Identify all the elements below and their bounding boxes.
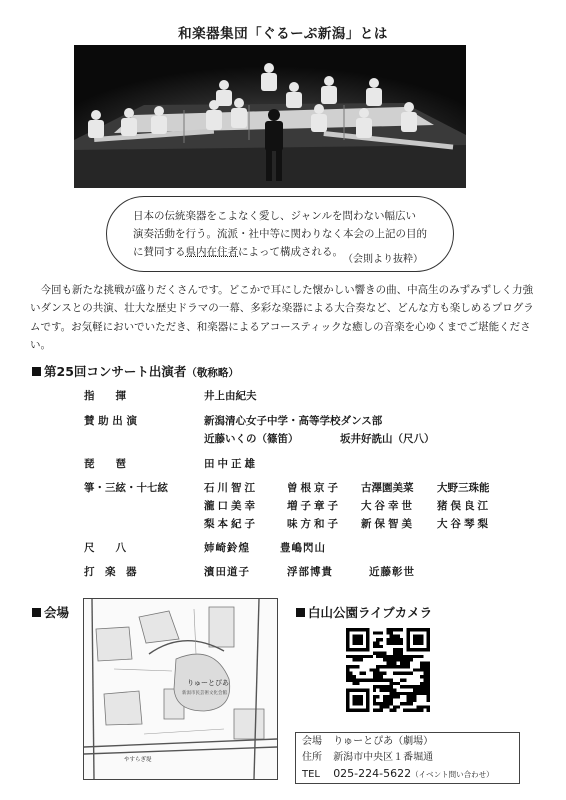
- info-venue-row: [302, 734, 519, 750]
- map-venue-label: りゅーとぴあ: [187, 680, 229, 687]
- quote-underlined: 県内在住者: [185, 246, 238, 258]
- percussion-name: 近藤彰世: [369, 566, 415, 578]
- shakuhachi-name: 姉崎鈴煌: [204, 542, 250, 554]
- qr-code[interactable]: [346, 628, 430, 712]
- square-bullet-icon: [32, 367, 41, 376]
- conductor-name: 井上由紀夫: [204, 390, 257, 402]
- venue-map: [83, 598, 278, 780]
- koto-name: 大野三珠能: [437, 482, 490, 494]
- map-street-label: やすらぎ堤: [124, 757, 152, 763]
- role-percussion: 打 楽 器: [84, 566, 137, 578]
- info-tel: 025-224-5622: [333, 767, 412, 780]
- koto-name: 梨本紀子: [204, 518, 258, 530]
- map-venue-sublabel: 新潟市民芸術文化会館: [182, 690, 227, 695]
- guest-shakuhachi: 坂井好詵山（尺八）: [340, 433, 435, 445]
- info-address-row: [302, 750, 519, 766]
- square-bullet-icon: [296, 608, 305, 617]
- page-title: 和楽器集団「ぐるーぷ新潟」とは: [178, 26, 388, 42]
- camera-heading: 白山公園ライブカメラ: [296, 603, 432, 621]
- intro-paragraph: 今回も新たな挑戦が盛りだくさんです。どこかで耳にした懐かしい響きの曲、中高生のみずみずしく力強いダンスとの共演、壮大な歴史ドラマの一幕、多彩な楽器による大合奏など、どんな方も楽しめるプログラムです。お気軽においでいただき、和楽器によるアコースティックな癒しの音楽を心ゆくまでご堪能ください。: [30, 284, 534, 352]
- shakuhachi-name: 豊嶋閃山: [280, 542, 326, 554]
- koto-name: 猪俣良江: [437, 500, 491, 512]
- role-biwa: 琵 琶: [84, 458, 126, 470]
- quote-line-2: 演奏活動を行う。流派・社中等に関わりなく本会の上記の目的: [133, 228, 427, 240]
- koto-name: 古澤園美菜: [361, 482, 414, 494]
- guest-shinobue: 近藤いくの（篠笛）: [204, 433, 299, 445]
- percussion-name: 浮部博貴: [287, 566, 333, 578]
- koto-name: 新保智美: [361, 518, 415, 530]
- info-tel-label: TEL: [302, 769, 320, 780]
- koto-name: 増子章子: [287, 500, 341, 512]
- info-address-label: 住所: [302, 752, 322, 763]
- role-shakuhachi: 尺 八: [84, 542, 126, 554]
- venue-info-box: [295, 732, 520, 784]
- guest-dance-club: 新潟清心女子中学・高等学校ダンス部: [204, 415, 383, 427]
- percussion-name: 濱田道子: [204, 566, 250, 578]
- role-conductor: 指 揮: [84, 390, 126, 402]
- info-address: 新潟市中央区１番堀通: [333, 752, 434, 763]
- koto-name: 石川智江: [204, 482, 258, 494]
- square-bullet-icon: [32, 608, 41, 617]
- venue-heading: 会場: [32, 603, 69, 621]
- quote-line-1: 日本の伝統楽器をこよなく愛し、ジャンルを問わない幅広い: [133, 210, 417, 222]
- biwa-name: 田中正雄: [204, 458, 258, 470]
- koto-name: 大谷幸世: [361, 500, 415, 512]
- koto-name: 大谷琴梨: [437, 518, 491, 530]
- role-guest: 賛 助 出 演: [84, 415, 137, 427]
- info-tel-note: （イベント問い合わせ）: [411, 770, 494, 779]
- quote-source: （会則より抜粋）: [343, 254, 423, 265]
- koto-name: 味方和子: [287, 518, 341, 530]
- performers-heading: 第25回コンサート出演者（敬称略）: [32, 362, 239, 380]
- koto-name: 曽根京子: [287, 482, 341, 494]
- info-venue: りゅーとぴあ（劇場）: [333, 736, 434, 747]
- info-venue-label: 会場: [302, 736, 322, 747]
- concert-photo: [74, 45, 466, 188]
- quote-line-3-start: に賛同する: [133, 246, 186, 258]
- charter-quote: [106, 196, 454, 272]
- info-tel-row: [302, 766, 519, 783]
- role-koto: 箏・三絃・十七絃: [84, 482, 168, 494]
- quote-line-3-end: によって構成される。: [238, 246, 343, 258]
- koto-name: 瀧口美幸: [204, 500, 258, 512]
